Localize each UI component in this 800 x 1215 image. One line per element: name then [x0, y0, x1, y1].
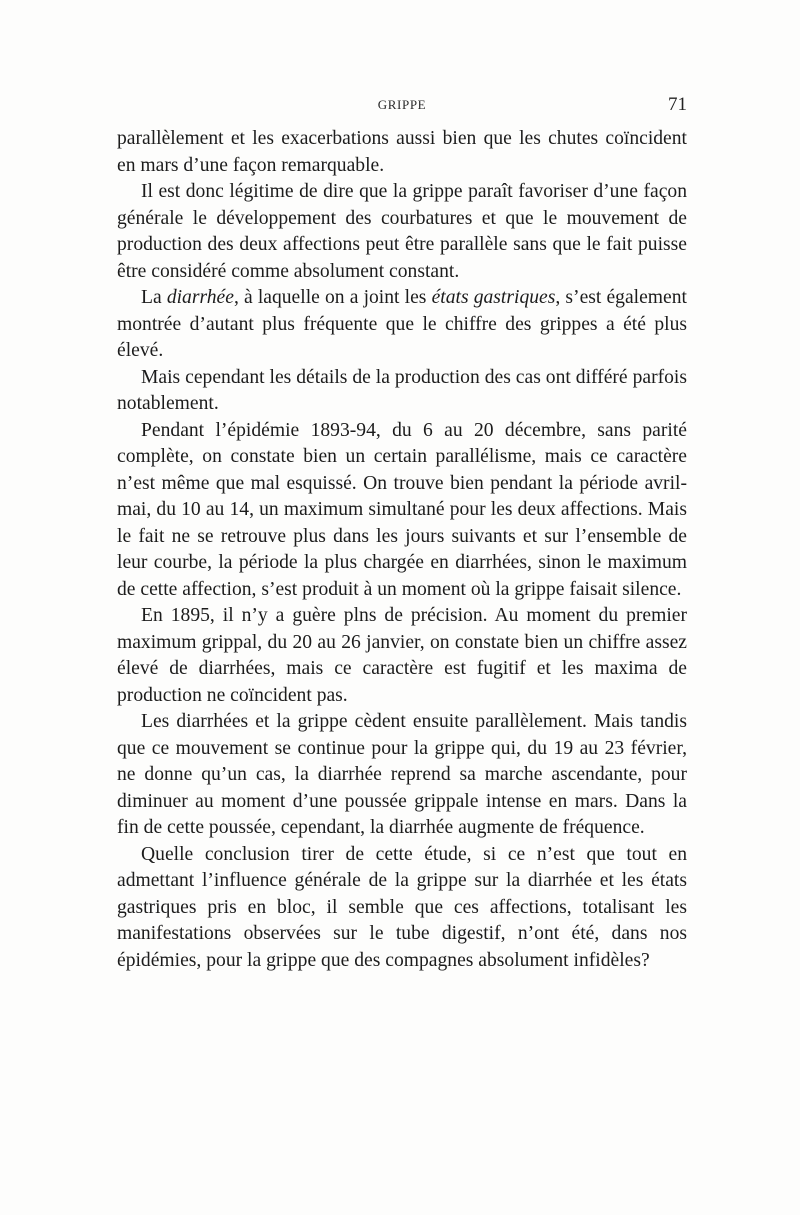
paragraph: Quelle conclusion tirer de cette étude, si ce n’est que tout en admettant l’influence générale de la grippe sur la diarrhée et les états gastriques pris en bloc, il semble que ces affections, totalisant les manifestations observées sur le tube digestif, n’ont été, dans nos épidémies, pour la grippe que des compagnes absolument infidèles?	[117, 843, 687, 971]
page-number: 71	[668, 94, 687, 115]
paragraph: Il est donc légitime de dire que la grippe paraît favoriser d’une façon générale le développement des courbatures et que le mouvement de production des deux affections peut être parallèle sans que le fait puisse être considéré comme absolument constant.	[117, 181, 687, 282]
paragraph: En 1895, il n’y a guère plns de précision. Au moment du premier maximum grippal, du 20 au 26 janvier, on constate bien un chiffre assez élevé de diarrhées, mais ce caractère est fugitif et les maxima de production ne coïncident pas.	[117, 605, 687, 706]
body-text	[117, 126, 687, 974]
paragraph-text: , s’est également montrée d’autant plus fréquente que le chiffre des grippes a été plus élevé.	[117, 287, 687, 361]
paragraph: Pendant l’épidémie 1893-94, du 6 au 20 décembre, sans parité complète, on constate bien un certain parallélisme, mais ce caractère n’est même que mal esquissé. On trouve bien pendant la période avril-mai, du 10 au 14, un maximum simultané pour les deux affections. Mais le fait ne se retrouve plus dans les jours suivants et sur l’ensemble de leur courbe, la période la plus chargée en diarrhées, sinon le maximum de cette affection, s’est produit à un moment où la grippe faisait silence.	[117, 419, 687, 600]
paragraph-diarrhee	[117, 285, 687, 365]
paragraph-continuation: parallèlement et les exacerbations aussi bien que les chutes coïncident en mars d’une façon remarquable.	[117, 128, 687, 176]
running-head	[117, 94, 687, 119]
paragraph-text: , à laquelle on a joint les	[233, 287, 432, 308]
paragraph: Mais cependant les détails de la production des cas ont différé parfois notablement.	[117, 366, 687, 414]
running-title: GRIPPE	[377, 97, 427, 112]
paragraph-text: La	[141, 287, 167, 308]
paragraph: Les diarrhées et la grippe cèdent ensuite parallèlement. Mais tandis que ce mouvement se continue pour la grippe qui, du 19 au 23 février, ne donne qu’un cas, la diarrhée reprend sa marche ascendante, pour diminuer au moment d’une poussée grippale intense en mars. Dans la fin de cette poussée, cependant, la diarrhée augmente de fréquence.	[117, 711, 687, 838]
italic-term: états gastriques	[431, 287, 556, 308]
italic-term: diarrhée	[166, 287, 234, 308]
